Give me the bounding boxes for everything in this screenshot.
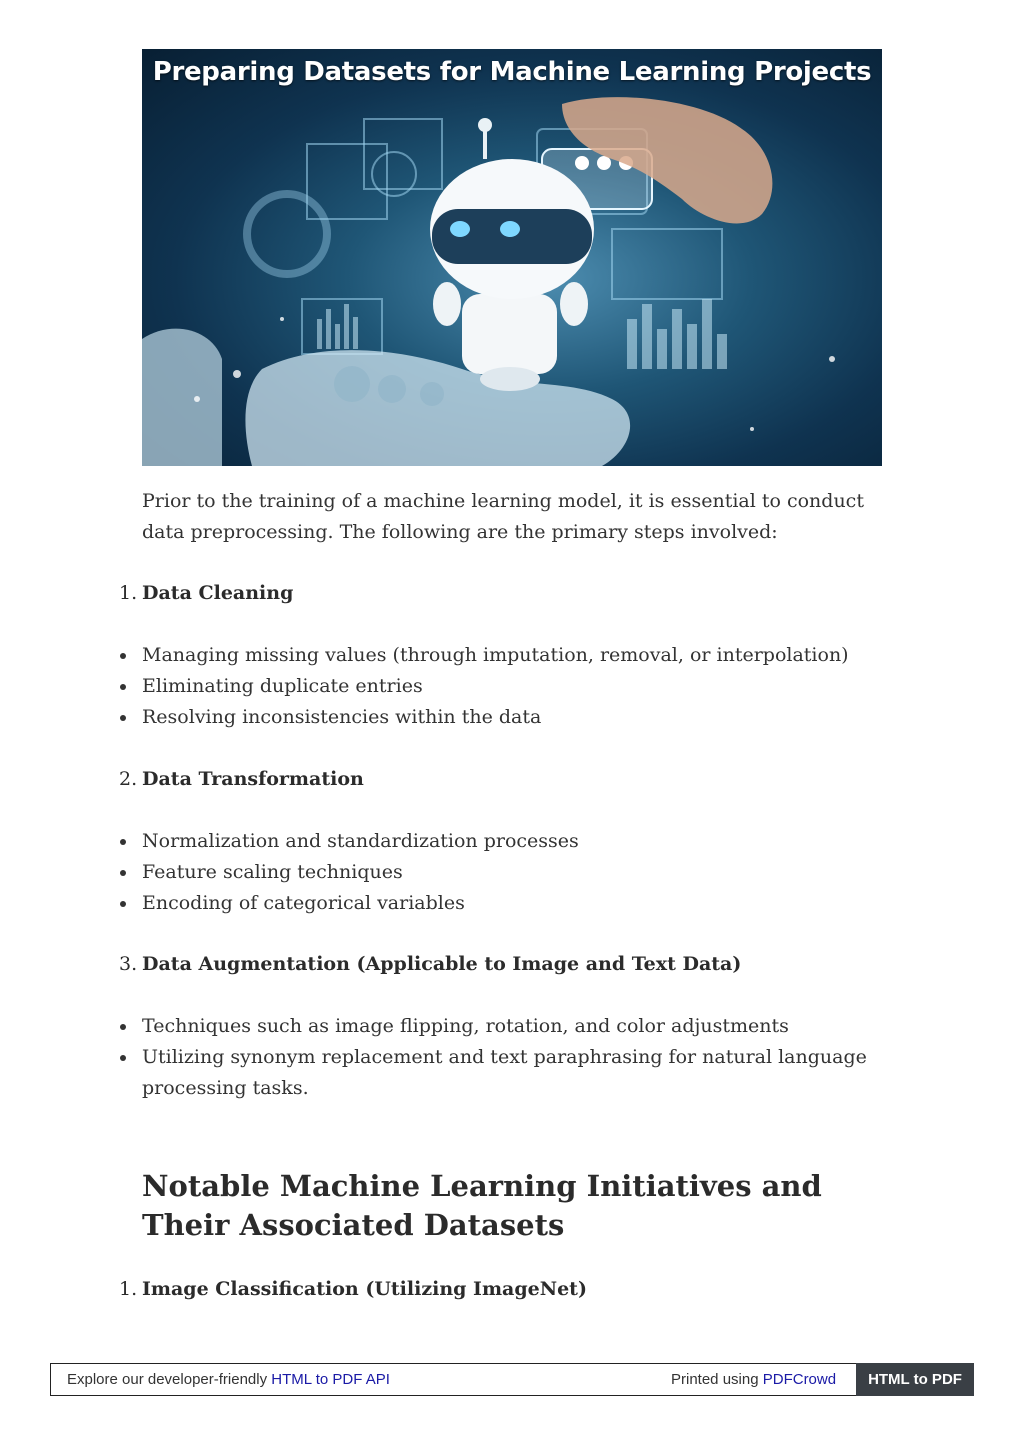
list-item: Normalization and standardization processes xyxy=(142,826,882,857)
list-item: Managing missing values (through imputation, removal, or interpolation) xyxy=(142,640,882,671)
html-to-pdf-api-link[interactable]: HTML to PDF API xyxy=(271,1371,390,1388)
section-item-image-classification xyxy=(119,1274,587,1305)
intro-paragraph: Prior to the training of a machine learning model, it is essential to conduct data preprocessing. The following are the primary steps involved: xyxy=(142,490,864,543)
list-item: Encoding of categorical variables xyxy=(142,888,882,919)
step-title: Data Cleaning xyxy=(142,582,294,604)
step-number: 3. xyxy=(119,953,138,975)
list-item: Techniques such as image flipping, rotation, and color adjustments xyxy=(142,1011,882,1042)
step-heading-data-transformation xyxy=(119,764,364,795)
step-heading-data-augmentation xyxy=(119,949,742,980)
list-item: Resolving inconsistencies within the data xyxy=(142,702,882,733)
html-to-pdf-button[interactable]: HTML to PDF xyxy=(856,1363,974,1396)
pdfcrowd-footer xyxy=(50,1363,974,1396)
list-item: Eliminating duplicate entries xyxy=(142,671,882,702)
step-bullet-list xyxy=(142,826,882,919)
step-title: Data Transformation xyxy=(142,768,364,790)
step-number: 1. xyxy=(119,582,138,604)
section-heading: Notable Machine Learning Initiatives and Their Associated Datasets xyxy=(142,1169,822,1242)
step-heading-data-cleaning xyxy=(119,578,294,609)
list-item: Feature scaling techniques xyxy=(142,857,882,888)
robot-illustration xyxy=(142,49,882,466)
pdfcrowd-link[interactable]: PDFCrowd xyxy=(762,1371,837,1388)
step-number: 2. xyxy=(119,768,138,790)
footer-right-text: Printed using xyxy=(671,1371,759,1388)
step-bullet-list xyxy=(142,640,882,733)
step-bullet-list xyxy=(142,1011,882,1104)
hero-image xyxy=(142,49,882,466)
item-number: 1. xyxy=(119,1278,138,1300)
list-item: Utilizing synonym replacement and text paraphrasing for natural language processing tasks. xyxy=(142,1042,882,1104)
footer-left-text: Explore our developer-friendly xyxy=(67,1371,268,1388)
footer-right xyxy=(671,1371,836,1388)
footer-left xyxy=(67,1371,390,1388)
step-title: Data Augmentation (Applicable to Image and Text Data) xyxy=(142,953,742,975)
hero-title: Preparing Datasets for Machine Learning Projects xyxy=(152,57,872,87)
item-title: Image Classification (Utilizing ImageNet) xyxy=(142,1278,587,1300)
